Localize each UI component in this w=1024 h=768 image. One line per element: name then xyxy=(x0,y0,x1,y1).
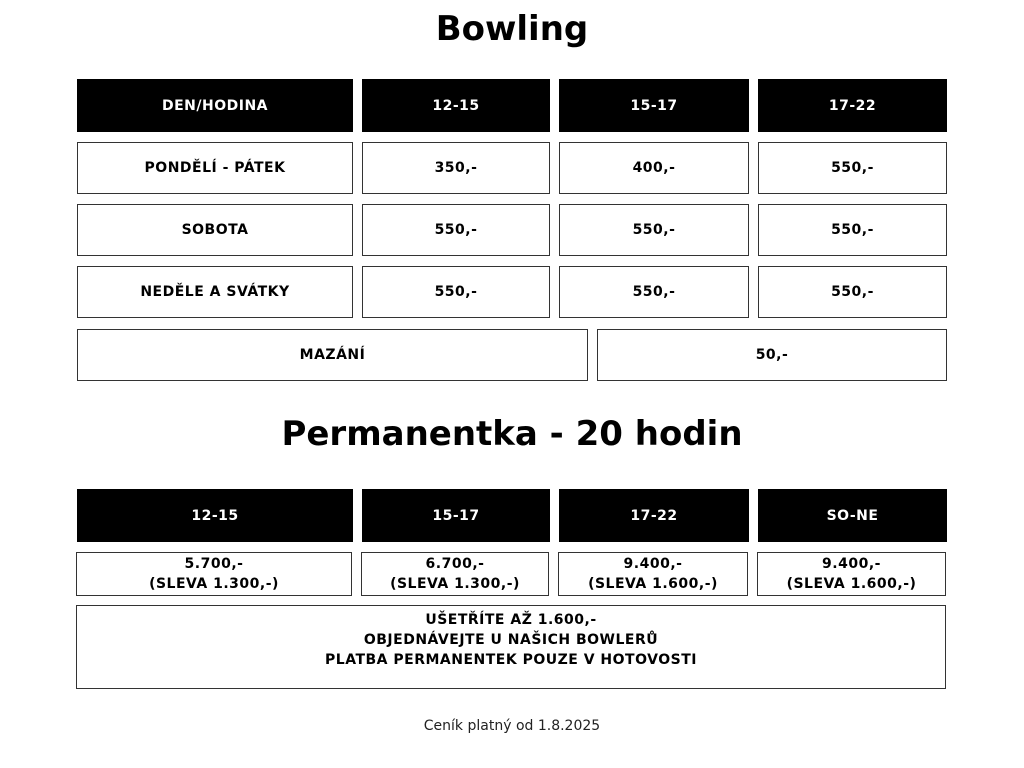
price-weekday-12-15: 350,- xyxy=(362,142,550,194)
price-sunday-17-22: 550,- xyxy=(758,266,947,318)
perm-price-discount: (SLEVA 1.600,-) xyxy=(786,576,917,592)
row-label-sunday-holidays: NEDĚLE A SVÁTKY xyxy=(77,266,353,318)
row-label-weekday: PONDĚLÍ - PÁTEK xyxy=(77,142,353,194)
price-sunday-15-17: 550,- xyxy=(559,266,749,318)
perm-price-discount: (SLEVA 1.300,-) xyxy=(390,576,520,592)
permanentka-title: Permanentka - 20 hodin xyxy=(281,414,743,454)
perm-price-value: 6.700,- xyxy=(425,556,485,572)
note-line-order: OBJEDNÁVEJTE U NAŠICH BOWLERŮ xyxy=(363,632,659,648)
bowling-header-12-15: 12-15 xyxy=(362,79,550,132)
bowling-header-day: DEN/HODINA xyxy=(77,79,353,132)
price-sunday-12-15: 550,- xyxy=(362,266,550,318)
perm-header-so-ne: SO-NE xyxy=(758,489,947,542)
perm-header-12-15: 12-15 xyxy=(77,489,353,542)
price-mazani: 50,- xyxy=(597,329,947,381)
price-saturday-15-17: 550,- xyxy=(559,204,749,256)
perm-price-value: 9.400,- xyxy=(623,556,683,572)
price-weekday-17-22: 550,- xyxy=(758,142,947,194)
perm-price-value: 9.400,- xyxy=(822,556,881,572)
price-saturday-12-15: 550,- xyxy=(362,204,550,256)
note-line-payment: PLATBA PERMANENTEK POUZE V HOTOVOSTI xyxy=(325,652,697,668)
price-saturday-17-22: 550,- xyxy=(758,204,947,256)
perm-price-17-22 xyxy=(558,552,748,596)
perm-price-15-17 xyxy=(361,552,549,596)
perm-price-so-ne xyxy=(757,552,946,596)
permanentka-note xyxy=(76,605,946,689)
perm-price-value: 5.700,- xyxy=(184,556,244,572)
row-label-saturday: SOBOTA xyxy=(77,204,353,256)
perm-price-12-15 xyxy=(76,552,352,596)
perm-price-discount: (SLEVA 1.600,-) xyxy=(588,576,718,592)
perm-header-17-22: 17-22 xyxy=(559,489,749,542)
bowling-title: Bowling xyxy=(435,9,589,49)
note-line-savings: UŠETŘÍTE AŽ 1.600,- xyxy=(425,612,597,628)
perm-price-discount: (SLEVA 1.300,-) xyxy=(149,576,279,592)
bowling-header-15-17: 15-17 xyxy=(559,79,749,132)
perm-header-15-17: 15-17 xyxy=(362,489,550,542)
price-validity-footer: Ceník platný od 1.8.2025 xyxy=(423,718,601,734)
row-label-mazani: MAZÁNÍ xyxy=(77,329,588,381)
price-weekday-15-17: 400,- xyxy=(559,142,749,194)
bowling-header-17-22: 17-22 xyxy=(758,79,947,132)
